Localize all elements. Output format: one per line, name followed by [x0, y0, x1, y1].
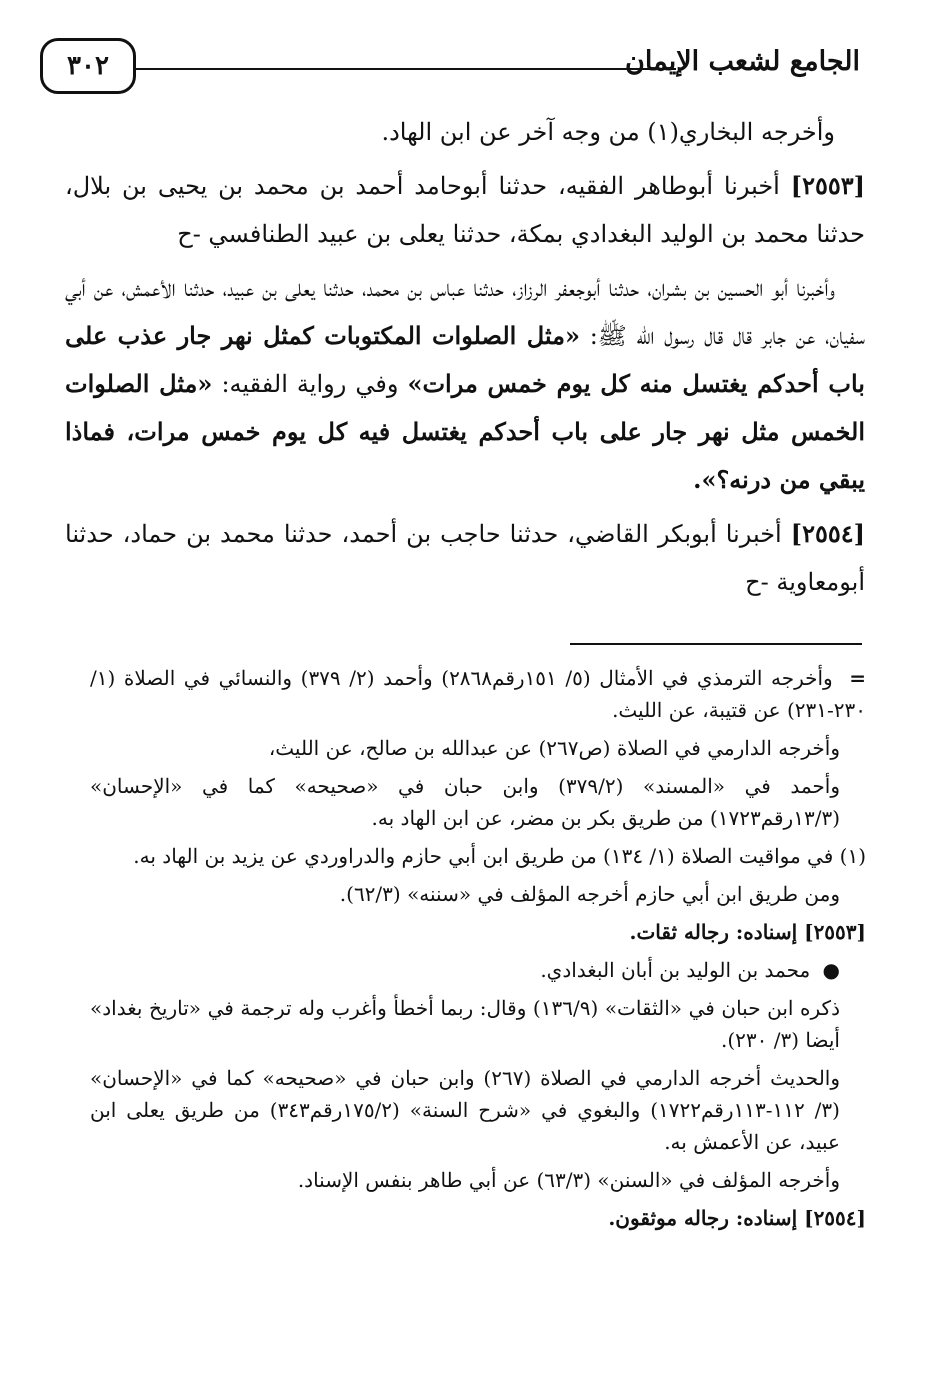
footnote-2553-heading: [٢٥٥٣] إسناده: رجاله ثقات.: [629, 920, 866, 944]
footnote-separator: [570, 643, 862, 645]
page-number: ٣٠٢: [40, 38, 136, 94]
paragraph-bukhari: وأخرجه البخاري(١) من وجه آخر عن ابن الهاد.: [381, 118, 835, 146]
isnad-text: وأخبرنا أبو الحسين بن بشران، حدثنا أبوجعفر الرزاز، حدثنا عباس بن محمد، حدثنا يعلى بن عبيد، حدثنا الأعمش، عن أبي سفيان، عن جابر قال قال رسول الله ﷺ:: [65, 274, 866, 350]
page-header: [40, 38, 860, 98]
footnote-text: والحديث أخرجه الدارمي في الصلاة (٢٦٧) وابن حبان في «صحيحه» كما في «الإحسان» (٣/ ١١٢-١١٣رقم١٧٢٢) والبغوي في «شرح السنة» (١٧٥/٢رقم٣٤٣) من طريق يعلى ابن عبيد، عن الأعمش به.: [90, 1066, 841, 1154]
narrator-name: محمد بن الوليد بن أبان البغدادي.: [540, 958, 811, 982]
footnote-text: ومن طريق ابن أبي حازم أخرجه المؤلف في «سننه» (٦٢/٣).: [339, 882, 840, 906]
hadith-number: [٢٥٥٣]: [790, 171, 865, 200]
paragraph-jabir: [65, 264, 865, 504]
riwaya-note: وفي رواية الفقيه:: [221, 370, 399, 398]
footnote-1: (١) في مواقيت الصلاة (١/ ١٣٤) من طريق ابن أبي حازم والدراوردي عن يزيد بن الهاد به.: [133, 844, 866, 868]
hadith-quote-variant: «مثل الصلوات الخمس مثل نهر جار على باب أحدكم يغتسل فيه كل يوم خمس مرات، فماذا يبقي من درنه؟».: [65, 369, 865, 494]
footnotes: [90, 662, 866, 1240]
footnote-text: ذكره ابن حبان في «الثقات» (١٣٦/٩) وقال: ربما أخطأ وأغرب وله ترجمة في «تاريخ بغداد» أيضا (٣/ ٢٣٠).: [90, 996, 840, 1052]
bullet-icon: ●: [822, 958, 840, 982]
footnote-text: وأخرجه المؤلف في «السنن» (٦٣/٣) عن أبي طاهر بنفس الإسناد.: [297, 1168, 840, 1192]
hadith-2554: [65, 510, 865, 606]
hadith-2553: [65, 162, 865, 258]
header-rule: [136, 68, 676, 70]
main-text: [65, 108, 865, 612]
hadith-isnad: أخبرنا أبوبكر القاضي، حدثنا حاجب بن أحمد، حدثنا محمد بن حماد، حدثنا أبومعاوية -ح: [65, 520, 865, 596]
hadith-isnad: أخبرنا أبوطاهر الفقيه، حدثنا أبوحامد أحمد بن محمد بن يحيى بن بلال، حدثنا محمد بن الوليد البغدادي بمكة، حدثنا يعلى بن عبيد الطنافسي -ح: [65, 172, 865, 248]
narrator-entry: [90, 954, 866, 986]
footnote-2554-heading: [٢٥٥٤] إسناده: رجاله موثقون.: [608, 1206, 866, 1230]
hadith-number: [٢٥٥٤]: [790, 519, 865, 548]
footnote-text: وأخرجه الدارمي في الصلاة (ص٢٦٧) عن عبدالله بن صالح، عن الليث،: [268, 736, 840, 760]
footnote-continued: [90, 662, 866, 726]
footnote-text: وأخرجه الترمذي في الأمثال (٥/ ١٥١رقم٢٨٦٨) وأحمد (٢/ ٣٧٩) والنسائي في الصلاة (١/ ٢٣٠-٢٣١) عن قتيبة، عن الليث.: [90, 666, 866, 722]
hadith-quote: «مثل الصلوات المكتوبات كمثل نهر جار عذب على باب أحدكم يغتسل منه كل يوم خمس مرات»: [65, 321, 865, 398]
footnote-text: وأحمد في «المسند» (٣٧٩/٢) وابن حبان في «صحيحه» كما في «الإحسان» (١٣/٣رقم١٧٢٣) من طريق بكر بن مضر، عن ابن الهاد به.: [90, 774, 840, 830]
running-title: الجامع لشعب الإيمان: [625, 46, 860, 77]
continuation-mark: =: [849, 666, 866, 690]
